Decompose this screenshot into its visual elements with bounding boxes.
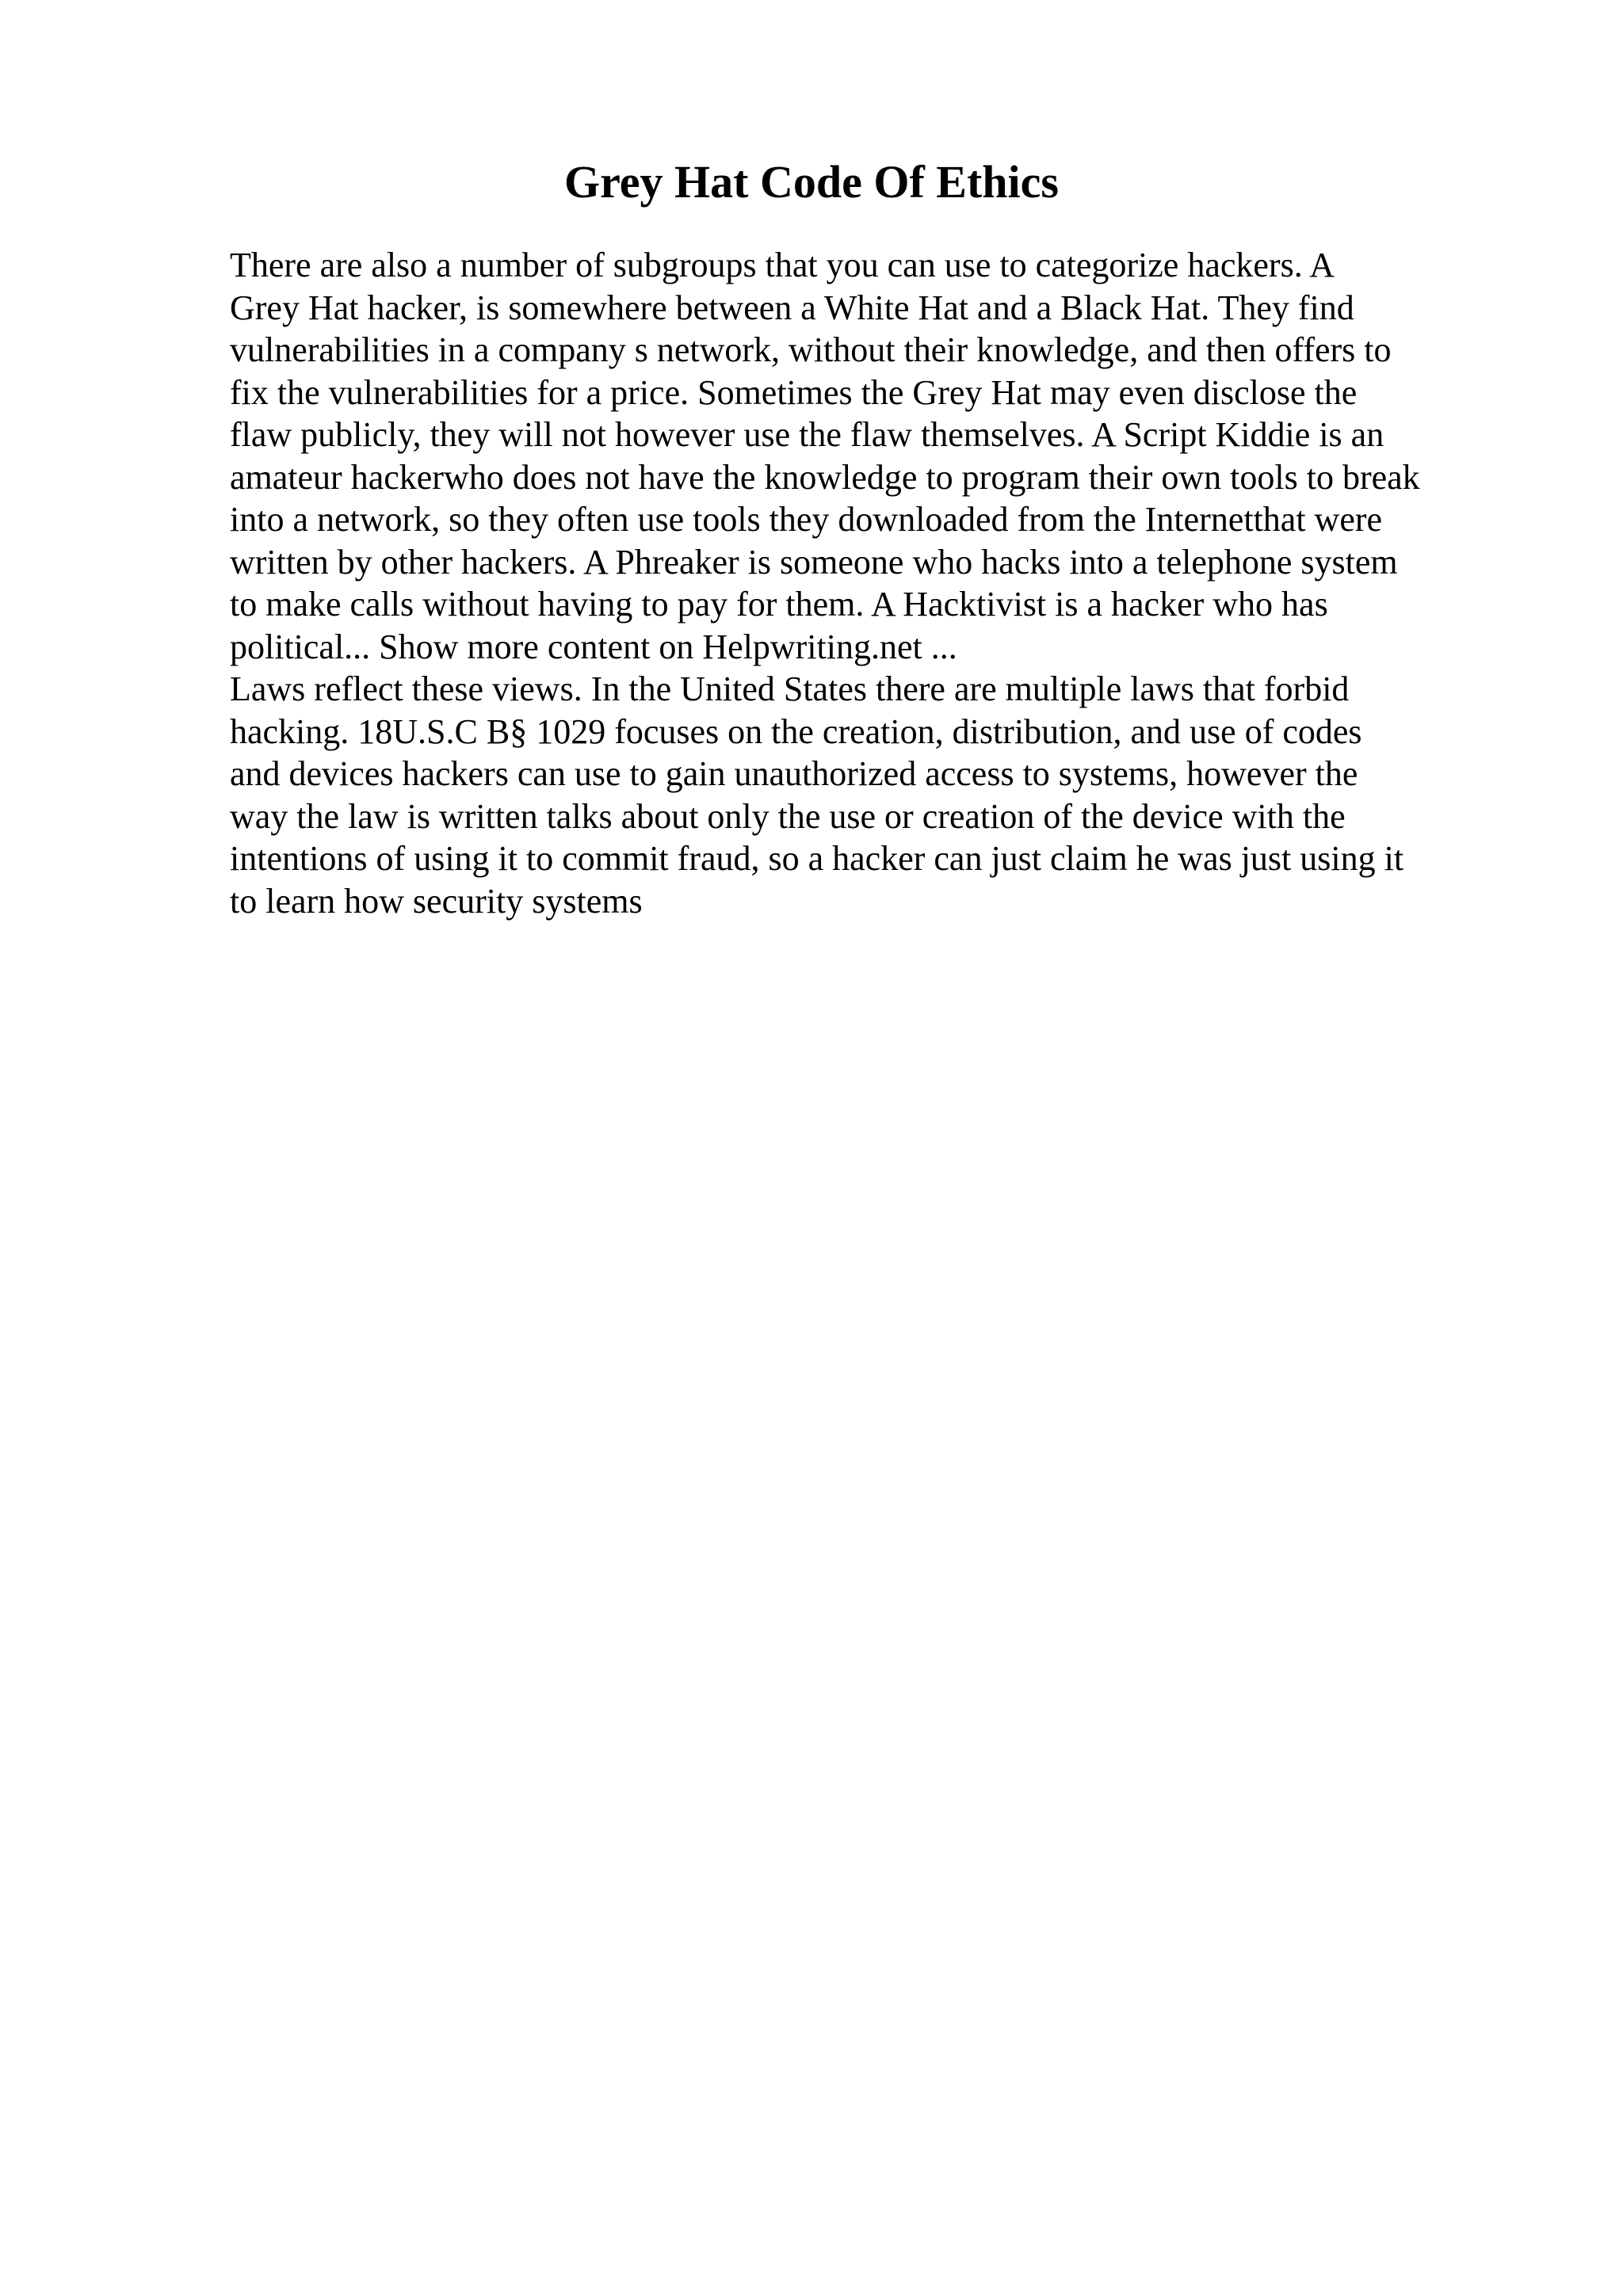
body-line: and devices hackers can use to gain unauthorized access to systems, however the bbox=[230, 754, 1358, 793]
body-line: vulnerabilities in a company s network, without their knowledge, and then offers to bbox=[230, 330, 1392, 369]
body-line: to make calls without having to pay for them. A Hacktivist is a hacker who has bbox=[230, 585, 1328, 624]
body-line: flaw publicly, they will not however use the flaw themselves. A Script Kiddie is an bbox=[230, 415, 1384, 454]
body-line: There are also a number of subgroups that you can use to categorize hackers. A bbox=[230, 246, 1335, 284]
body-line: written by other hackers. A Phreaker is someone who hacks into a telephone system bbox=[230, 542, 1398, 582]
body-line: into a network, so they often use tools they downloaded from the Internetthat were bbox=[230, 500, 1383, 539]
body-line: Laws reflect these views. In the United States there are multiple laws that forbid bbox=[230, 669, 1350, 708]
body-line: amateur hackerwho does not have the knowledge to program their own tools to break bbox=[230, 457, 1420, 497]
body-line: fix the vulnerabilities for a price. Sometimes the Grey Hat may even disclose the bbox=[230, 372, 1358, 412]
body-line: political... Show more content on Helpwriting.net ... bbox=[230, 627, 957, 666]
document-body bbox=[230, 244, 1498, 922]
body-line: hacking. 18U.S.C B§ 1029 focuses on the creation, distribution, and use of codes bbox=[230, 711, 1362, 751]
body-line: way the law is written talks about only the use or creation of the device with the bbox=[230, 796, 1346, 836]
body-line: to learn how security systems bbox=[230, 881, 643, 921]
document-title: Grey Hat Code Of Ethics bbox=[564, 156, 1059, 208]
body-line: Grey Hat hacker, is somewhere between a White Hat and a Black Hat. They find bbox=[230, 288, 1354, 327]
body-line: intentions of using it to commit fraud, so a hacker can just claim he was just using it bbox=[230, 839, 1404, 878]
